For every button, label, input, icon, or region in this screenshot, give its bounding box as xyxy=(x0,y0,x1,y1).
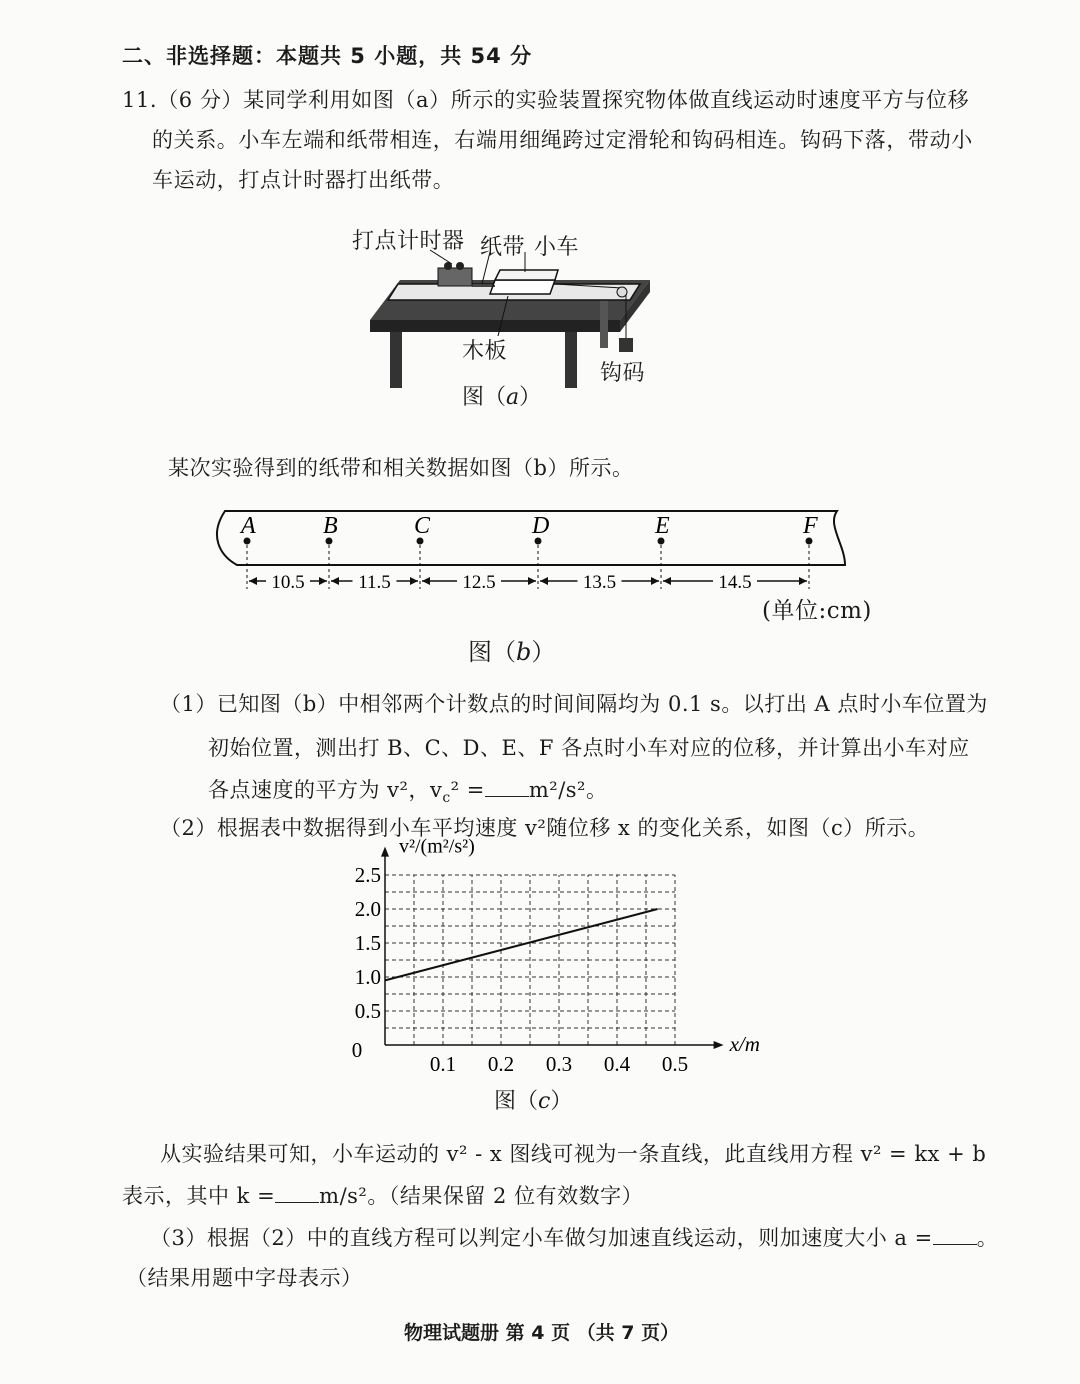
part1-line-3: 各点速度的平方为 v²，$v_c^2 = m^2/s^2$。 xyxy=(208,778,608,807)
tape-unit: (单位:cm) xyxy=(762,598,872,624)
conclusion-line-1: 从实验结果可知，小车运动的 v² - x 图线可视为一条直线，此直线用方程 v² = kx + b xyxy=(160,1142,987,1166)
x-axis-arrow xyxy=(714,1041,724,1049)
question-11-line-3: 车运动，打点计时器打出纸带。 xyxy=(152,168,455,192)
y-axis-arrow xyxy=(381,847,389,857)
y-tick-label: 1.5 xyxy=(354,931,381,955)
tape-label-E: E xyxy=(655,513,670,539)
question-score: （6 分） xyxy=(157,88,244,112)
table-leg xyxy=(600,300,608,348)
cart xyxy=(490,280,555,294)
x-tick-label: 0.3 xyxy=(545,1052,573,1076)
y-tick-label: 2.0 xyxy=(354,897,381,921)
part3-line-1: （3）根据（2）中的直线方程可以判定小车做匀加速直线运动，则加速度大小 a = 。 xyxy=(150,1226,999,1250)
section-heading: 二、非选择题：本题共 5 小题，共 54 分 xyxy=(122,44,533,68)
tape-label-F: F xyxy=(803,513,818,539)
question-11-line-2: 的关系。小车左端和纸带相连，右端用细绳跨过定滑轮和钩码相连。钩码下落，带动小 xyxy=(152,128,973,152)
label-timer: 打点计时器 xyxy=(352,229,465,254)
page-footer: 物理试题册 第 4 页 （共 7 页） xyxy=(404,1322,680,1344)
tape-label-B: B xyxy=(323,513,338,539)
tape-label-C: C xyxy=(414,513,431,539)
tape-arrow xyxy=(422,577,430,585)
tape-arrow xyxy=(410,577,418,585)
part1-line-1: （1）已知图（b）中相邻两个计数点的时间间隔均为 0.1 s。以打出 A 点时小车位置为 xyxy=(160,692,988,716)
tape-arrow xyxy=(249,577,257,585)
x-tick-label: 0.2 xyxy=(487,1052,515,1076)
part2-line-1: （2）根据表中数据得到小车平均速度 v²随位移 x 的变化关系，如图（c）所示。 xyxy=(160,816,930,840)
answer-blank-a[interactable] xyxy=(933,1226,977,1245)
x-axis-label: x/m xyxy=(729,1032,760,1056)
y-tick-label: 2.5 xyxy=(354,863,381,887)
figure-b-caption: 图（b） xyxy=(468,638,556,666)
x-tick-label: 0.1 xyxy=(429,1052,457,1076)
tape-arrow xyxy=(319,577,327,585)
y-tick-label: 0.5 xyxy=(354,999,381,1023)
label-board: 木板 xyxy=(462,339,508,364)
y-tick-label: 1.0 xyxy=(354,965,381,989)
tape-label-D: D xyxy=(532,513,550,539)
tape-arrow xyxy=(663,577,671,585)
table-leg xyxy=(565,332,577,388)
tape-arrow xyxy=(540,577,548,585)
timer-device xyxy=(438,268,472,286)
tape-label-A: A xyxy=(241,513,256,539)
x-tick-label: 0.5 xyxy=(661,1052,689,1076)
label-tape: 纸带 xyxy=(480,235,526,260)
weight-block xyxy=(619,338,633,352)
tape-arrow xyxy=(799,577,807,585)
table-leg xyxy=(390,332,402,388)
y-axis-label: v²/(m²/s²) xyxy=(399,835,475,858)
label-weight: 钩码 xyxy=(600,361,646,386)
tape-distance-0: 10.5 xyxy=(271,572,305,593)
v2-x-chart xyxy=(340,835,760,1090)
x-tick-label: 0.4 xyxy=(603,1052,631,1076)
tape-distance-3: 13.5 xyxy=(582,572,617,593)
tape-arrow xyxy=(331,577,339,585)
tape-arrow xyxy=(651,577,659,585)
part1-line-2: 初始位置，测出打 B、C、D、E、F 各点时小车对应的位移，并计算出小车对应 xyxy=(208,736,970,760)
figure-c-caption: 图（c） xyxy=(494,1089,573,1114)
conclusion-line-2: 表示，其中 k = m/s²。（结果保留 2 位有效数字） xyxy=(122,1184,644,1208)
question-11-line-1: 11.（6 分）某同学利用如图（a）所示的实验装置探究物体做直线运动时速度平方与位移 xyxy=(122,88,970,112)
label-cart: 小车 xyxy=(534,235,580,260)
tape-distance-4: 14.5 xyxy=(718,572,752,593)
answer-blank-k[interactable] xyxy=(275,1184,319,1203)
question-number: 11. xyxy=(122,88,158,112)
tape-intro: 某次实验得到的纸带和相关数据如图（b）所示。 xyxy=(168,456,634,480)
figure-a-caption: 图（a） xyxy=(462,385,542,410)
answer-blank-vc2[interactable] xyxy=(485,778,529,797)
part3-line-2: （结果用题中字母表示） xyxy=(126,1266,363,1290)
tape-arrow xyxy=(528,577,536,585)
tape-outline xyxy=(217,511,845,565)
tape-distance-2: 12.5 xyxy=(462,572,496,593)
tape-distance-1: 11.5 xyxy=(358,572,391,593)
origin-label: 0 xyxy=(351,1038,363,1062)
